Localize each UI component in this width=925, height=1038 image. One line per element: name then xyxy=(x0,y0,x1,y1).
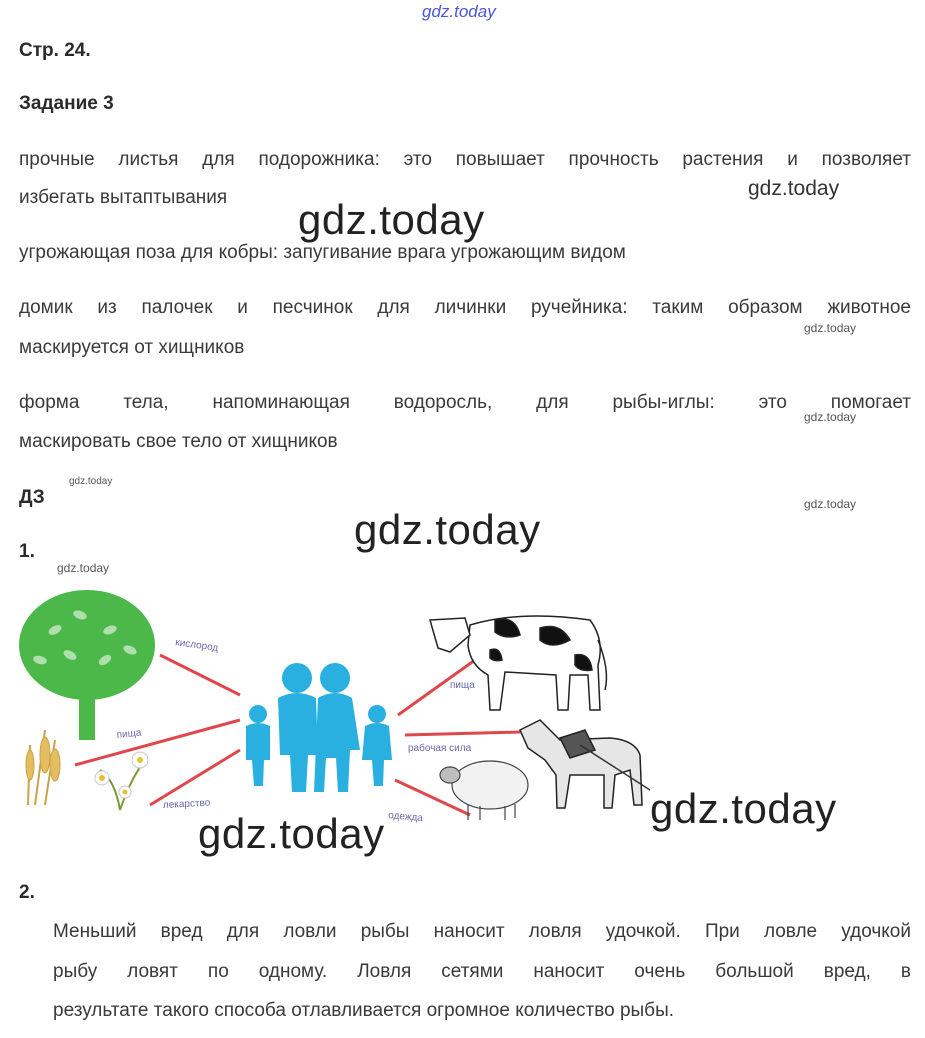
label-food-plants: пища xyxy=(116,727,142,741)
item-1-label: 1. xyxy=(19,541,35,562)
watermark: gdz.today xyxy=(804,497,857,511)
watermark: gdz.today xyxy=(198,810,385,857)
watermark: gdz.today xyxy=(298,196,485,243)
sheep-illustration xyxy=(440,761,528,820)
answer-3-line-2: маскируется от хищников xyxy=(19,337,245,358)
watermark: gdz.today xyxy=(354,506,541,553)
answer-4-line-2: маскировать свое тело от хищников xyxy=(19,431,338,452)
watermark: gdz.today xyxy=(748,177,840,200)
watermark: gdz.today xyxy=(804,321,857,335)
label-medicine: лекарство xyxy=(162,797,211,811)
item-2-line-3: результате такого способа отлавливается огромное количество рыбы. xyxy=(53,1000,674,1021)
answer-2-line-1: угрожающая поза для кобры: запугивание врага угрожающим видом xyxy=(19,242,626,263)
answer-4-line-1: форма тела, напоминающая водоросль, для рыбы-иглы: это помогает xyxy=(19,392,911,413)
answer-1-line-2: избегать вытаптывания xyxy=(19,187,228,208)
watermark: gdz.today xyxy=(804,410,857,424)
page-label: Стр. 24. xyxy=(19,40,91,61)
homework-title: ДЗ xyxy=(19,487,45,508)
chamomile-illustration xyxy=(95,752,148,810)
watermark: gdz.today xyxy=(69,476,113,487)
answer-1-line-1: прочные листья для подорожника: это повышает прочность растения и позволяет xyxy=(19,149,911,170)
wheat-illustration xyxy=(26,730,60,805)
cow-illustration xyxy=(430,616,606,710)
family-illustration xyxy=(246,663,392,792)
watermark: gdz.today xyxy=(57,561,110,575)
task-title: Задание 3 xyxy=(19,93,114,114)
tree-illustration xyxy=(19,590,155,740)
watermark: gdz.today xyxy=(650,785,837,832)
label-food-cow: пища xyxy=(450,680,475,691)
label-clothing: одежда xyxy=(387,810,424,825)
item-2-line-2: рыбу ловят по одному. Ловля сетями наносит очень большой вред, в xyxy=(53,961,911,982)
item-2-line-1: Меньший вред для ловли рыбы наносит ловля удочкой. При ловле удочкой xyxy=(53,921,911,942)
label-work-force: рабочая сила xyxy=(408,743,472,754)
answer-3-line-1: домик из палочек и песчинок для личинки ручейника: таким образом животное xyxy=(19,297,911,318)
item-2-label: 2. xyxy=(19,882,35,903)
label-oxygen: кислород xyxy=(174,637,219,654)
watermark-top: gdz.today xyxy=(422,2,496,21)
horse-illustration xyxy=(520,720,650,808)
